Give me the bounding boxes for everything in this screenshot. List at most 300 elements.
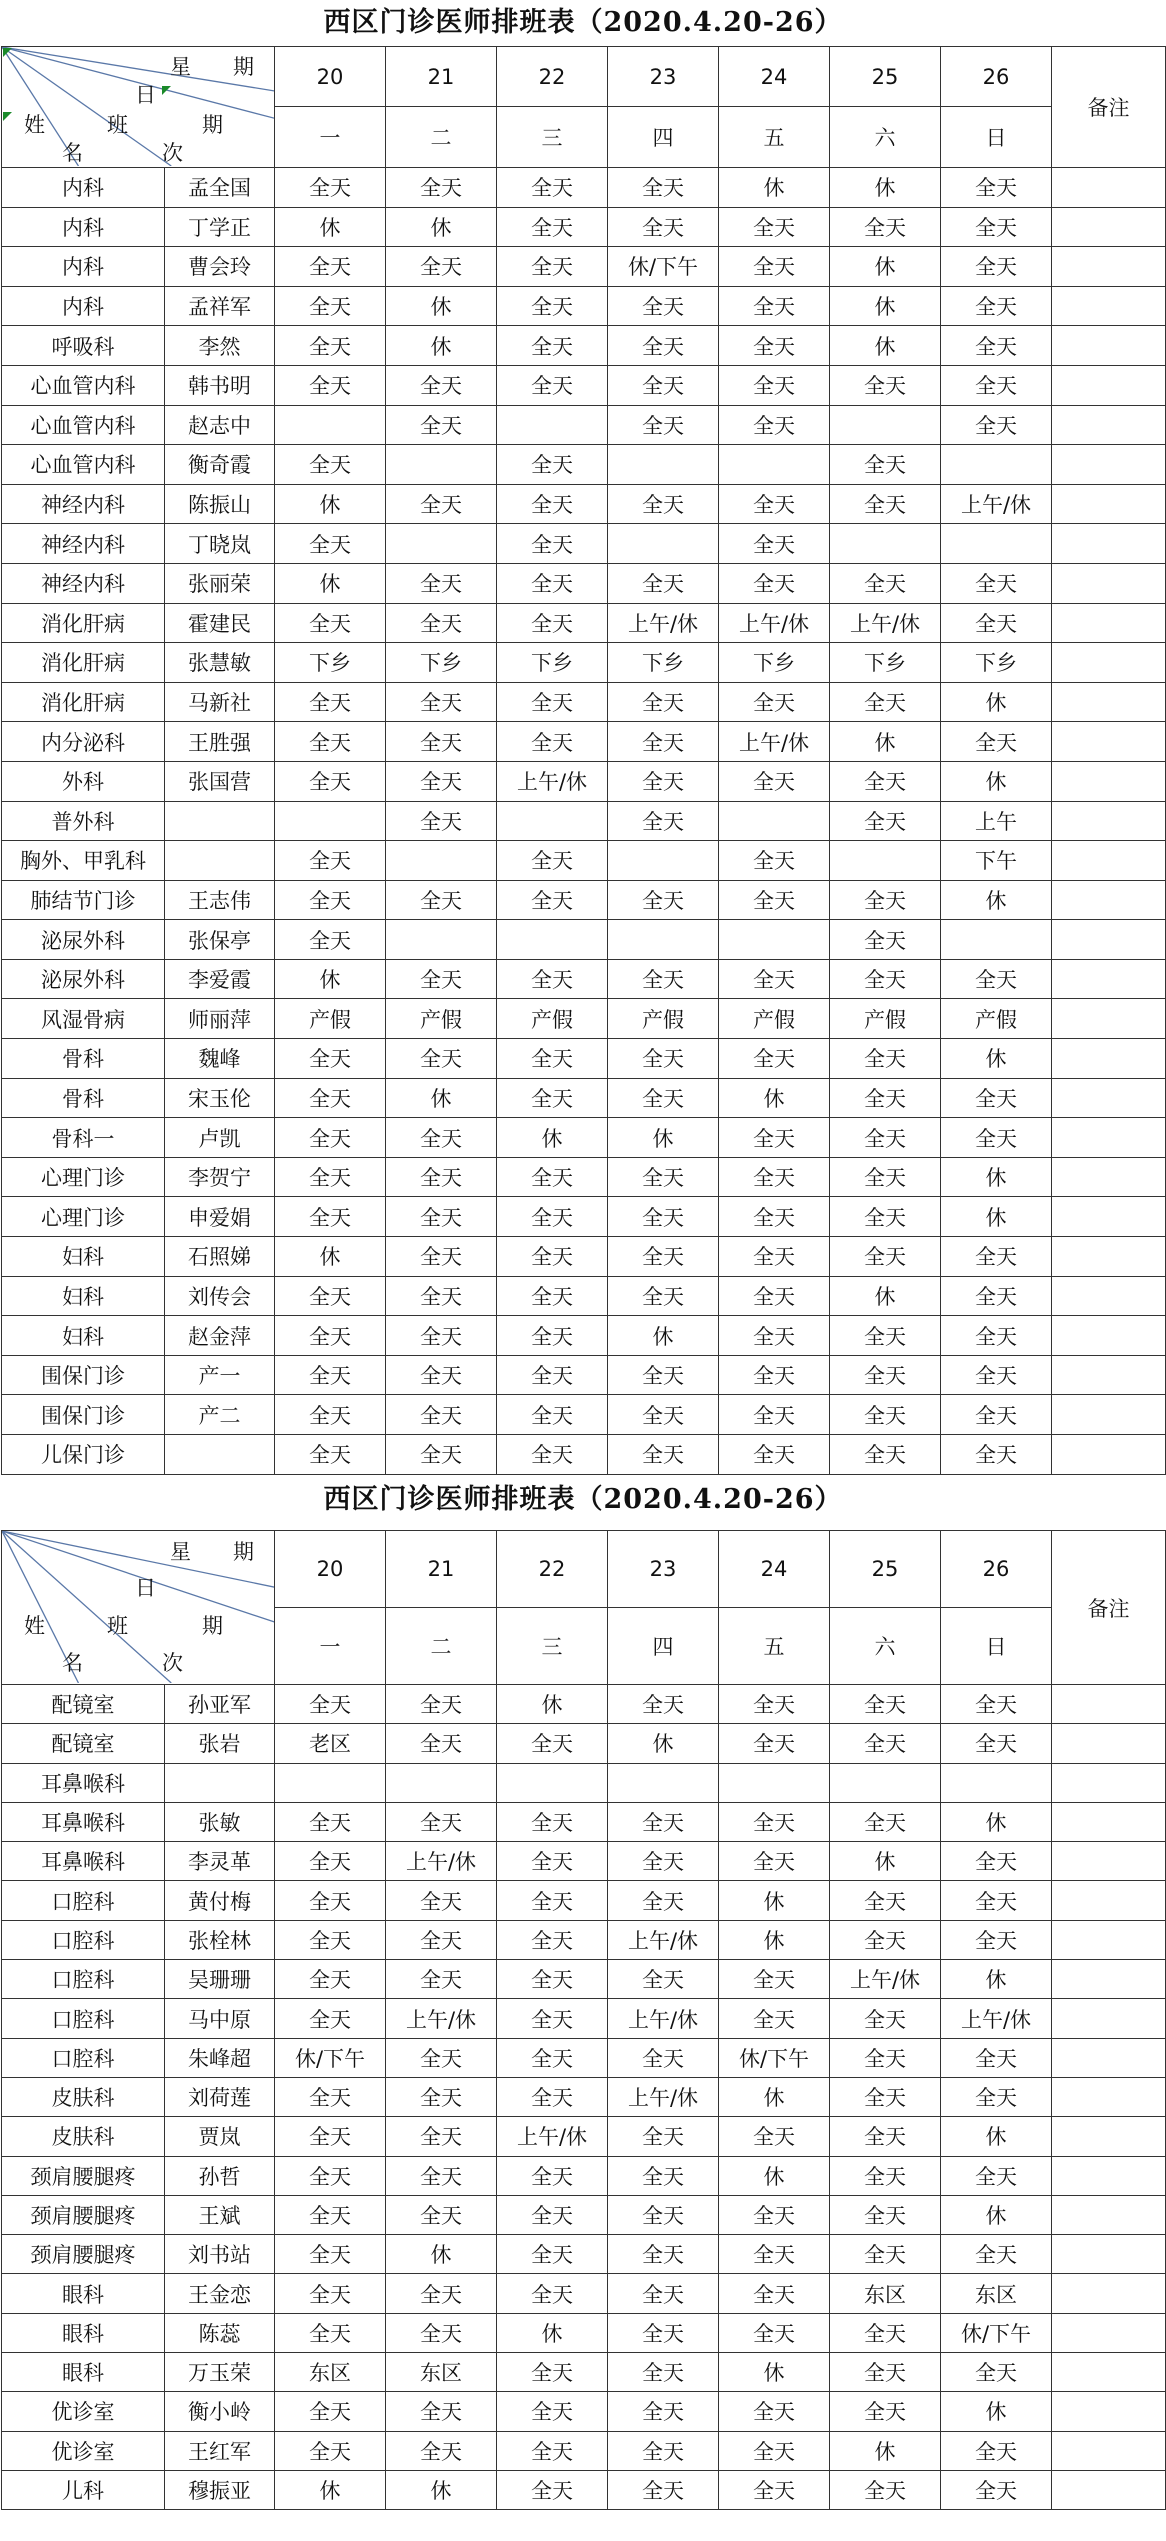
shift-cell: 休 — [719, 1881, 830, 1920]
shift-cell: 全天 — [719, 484, 830, 524]
shift-cell: 休 — [275, 1237, 386, 1277]
shift-cell: 全天 — [386, 2274, 497, 2313]
table-row — [2, 1435, 1166, 1475]
shift-cell: 全天 — [719, 524, 830, 564]
shift-cell: 休 — [386, 1078, 497, 1118]
shift-cell: 全天 — [941, 2431, 1052, 2470]
shift-cell: 全天 — [275, 2117, 386, 2156]
shift-cell — [719, 920, 830, 960]
remark-cell — [1052, 722, 1166, 762]
shift-cell: 休 — [497, 1118, 608, 1158]
shift-cell: 全天 — [497, 682, 608, 722]
department-cell: 颈肩腰腿疼 — [2, 2195, 165, 2234]
remark-cell — [1052, 999, 1166, 1039]
table-row — [2, 2353, 1166, 2392]
shift-cell: 全天 — [719, 1802, 830, 1841]
remark-cell — [1052, 2392, 1166, 2431]
shift-cell: 全天 — [719, 1197, 830, 1237]
doctor-name-cell: 刘书站 — [165, 2235, 275, 2274]
shift-cell: 全天 — [275, 326, 386, 366]
shift-cell: 全天 — [275, 920, 386, 960]
shift-cell: 全天 — [830, 2235, 941, 2274]
shift-cell: 休 — [830, 168, 941, 208]
weekday-header: 二 — [386, 1608, 497, 1685]
department-cell: 口腔科 — [2, 1881, 165, 1920]
shift-cell: 全天 — [608, 405, 719, 445]
remark-cell — [1052, 2235, 1166, 2274]
shift-cell: 全天 — [941, 365, 1052, 405]
corner-label-day: 日 — [135, 1576, 156, 1601]
shift-cell: 全天 — [941, 1237, 1052, 1277]
corner-label-period: 期 — [202, 112, 223, 137]
corner-label-weekday: 星 期 — [170, 1539, 254, 1564]
table-row — [2, 1316, 1166, 1356]
shift-cell: 全天 — [941, 1920, 1052, 1959]
shift-cell: 全天 — [497, 1355, 608, 1395]
shift-cell: 产假 — [830, 999, 941, 1039]
department-cell: 口腔科 — [2, 1960, 165, 1999]
shift-cell: 产假 — [941, 999, 1052, 1039]
weekday-header: 三 — [497, 107, 608, 168]
sheet-title: 西区门诊医师排班表（2020.4.20-26） — [323, 1484, 843, 1515]
shift-cell: 全天 — [941, 2470, 1052, 2509]
shift-cell: 全天 — [830, 1157, 941, 1197]
date-header: 20 — [275, 47, 386, 107]
remark-cell — [1052, 1685, 1166, 1724]
shift-cell: 休 — [830, 286, 941, 326]
shift-cell: 全天 — [719, 365, 830, 405]
department-cell: 眼科 — [2, 2274, 165, 2313]
shift-cell: 休/下午 — [275, 2038, 386, 2077]
doctor-name-cell: 石照娣 — [165, 1237, 275, 1277]
shift-cell: 休 — [719, 168, 830, 208]
department-cell: 配镜室 — [2, 1724, 165, 1763]
shift-cell: 全天 — [830, 365, 941, 405]
cell-comment-marker — [3, 112, 12, 121]
shift-cell: 休 — [275, 2470, 386, 2509]
shift-cell: 全天 — [497, 286, 608, 326]
date-header: 24 — [719, 1531, 830, 1608]
shift-cell: 全天 — [830, 1118, 941, 1158]
table-row — [2, 1999, 1166, 2038]
shift-cell: 全天 — [719, 1960, 830, 1999]
shift-cell: 全天 — [608, 2195, 719, 2234]
shift-cell: 休 — [386, 326, 497, 366]
shift-cell — [497, 920, 608, 960]
shift-cell: 全天 — [275, 603, 386, 643]
shift-cell: 全天 — [497, 2195, 608, 2234]
table-row — [2, 603, 1166, 643]
remark-cell — [1052, 2117, 1166, 2156]
shift-cell: 全天 — [497, 563, 608, 603]
remark-cell — [1052, 1999, 1166, 2038]
shift-cell: 休 — [386, 207, 497, 247]
remark-cell — [1052, 2353, 1166, 2392]
shift-cell: 全天 — [608, 761, 719, 801]
shift-cell: 全天 — [386, 959, 497, 999]
shift-cell: 全天 — [830, 1078, 941, 1118]
remark-cell — [1052, 1881, 1166, 1920]
department-cell: 神经内科 — [2, 524, 165, 564]
shift-cell: 全天 — [497, 603, 608, 643]
shift-cell: 全天 — [719, 2195, 830, 2234]
cell-comment-marker — [3, 48, 12, 57]
shift-cell — [608, 445, 719, 485]
remark-cell — [1052, 1316, 1166, 1356]
date-header: 22 — [497, 1531, 608, 1608]
department-cell: 颈肩腰腿疼 — [2, 2156, 165, 2195]
doctor-name-cell: 穆振亚 — [165, 2470, 275, 2509]
shift-cell: 上午/休 — [830, 603, 941, 643]
shift-cell: 全天 — [719, 405, 830, 445]
shift-cell: 全天 — [497, 1276, 608, 1316]
shift-cell: 休 — [719, 2077, 830, 2116]
shift-cell: 上午/休 — [719, 722, 830, 762]
shift-cell: 全天 — [275, 524, 386, 564]
shift-cell: 全天 — [386, 405, 497, 445]
shift-cell: 全天 — [497, 247, 608, 287]
department-cell: 耳鼻喉科 — [2, 1763, 165, 1802]
shift-cell: 全天 — [386, 880, 497, 920]
shift-cell: 全天 — [386, 1802, 497, 1841]
department-cell: 风湿骨病 — [2, 999, 165, 1039]
shift-cell: 上午/休 — [386, 1842, 497, 1881]
department-cell: 消化肝病 — [2, 603, 165, 643]
shift-cell: 休 — [941, 682, 1052, 722]
shift-cell: 全天 — [386, 1395, 497, 1435]
doctor-name-cell — [165, 1763, 275, 1802]
remark-cell — [1052, 326, 1166, 366]
date-header: 22 — [497, 47, 608, 107]
shift-cell: 上午/休 — [941, 1999, 1052, 2038]
remark-cell — [1052, 563, 1166, 603]
shift-cell: 休 — [830, 247, 941, 287]
shift-cell: 全天 — [275, 1078, 386, 1118]
remark-cell — [1052, 484, 1166, 524]
shift-cell: 全天 — [719, 2431, 830, 2470]
table-row — [2, 1763, 1166, 1802]
shift-cell — [608, 524, 719, 564]
table-row — [2, 2117, 1166, 2156]
table-row — [2, 1276, 1166, 1316]
remark-cell — [1052, 168, 1166, 208]
department-cell: 神经内科 — [2, 563, 165, 603]
table-row — [2, 1842, 1166, 1881]
shift-cell: 全天 — [719, 1118, 830, 1158]
department-cell: 围保门诊 — [2, 1395, 165, 1435]
shift-cell: 全天 — [386, 247, 497, 287]
shift-cell: 休 — [830, 1276, 941, 1316]
shift-cell: 全天 — [941, 1881, 1052, 1920]
shift-cell: 全天 — [497, 1920, 608, 1959]
shift-cell: 休 — [386, 2235, 497, 2274]
table-row — [2, 682, 1166, 722]
shift-cell: 全天 — [497, 1960, 608, 1999]
shift-cell: 全天 — [497, 1724, 608, 1763]
doctor-name-cell — [165, 801, 275, 841]
shift-cell: 全天 — [830, 682, 941, 722]
remark-cell — [1052, 1763, 1166, 1802]
shift-cell: 全天 — [830, 1724, 941, 1763]
department-cell: 心血管内科 — [2, 405, 165, 445]
shift-cell: 休 — [719, 1920, 830, 1959]
table-row — [2, 405, 1166, 445]
department-cell: 皮肤科 — [2, 2077, 165, 2116]
table-row — [2, 1157, 1166, 1197]
department-cell: 神经内科 — [2, 484, 165, 524]
table-row — [2, 1960, 1166, 1999]
shift-cell: 全天 — [941, 326, 1052, 366]
remark-cell — [1052, 761, 1166, 801]
shift-cell: 全天 — [941, 405, 1052, 445]
doctor-name-cell: 申爱娟 — [165, 1197, 275, 1237]
department-cell: 心血管内科 — [2, 445, 165, 485]
shift-cell: 全天 — [608, 484, 719, 524]
doctor-name-cell: 张保亭 — [165, 920, 275, 960]
doctor-name-cell: 李爱霞 — [165, 959, 275, 999]
shift-cell: 全天 — [830, 2038, 941, 2077]
shift-cell: 全天 — [719, 247, 830, 287]
shift-cell: 休/下午 — [608, 247, 719, 287]
doctor-name-cell: 霍建民 — [165, 603, 275, 643]
shift-cell: 上午/休 — [608, 1920, 719, 1959]
shift-cell: 全天 — [386, 1197, 497, 1237]
shift-cell — [386, 524, 497, 564]
shift-cell: 全天 — [719, 841, 830, 881]
remark-cell — [1052, 2470, 1166, 2509]
shift-cell: 全天 — [608, 801, 719, 841]
shift-cell: 全天 — [275, 1999, 386, 2038]
department-cell: 口腔科 — [2, 1920, 165, 1959]
corner-label-shift: 班 — [107, 112, 128, 137]
shift-cell: 全天 — [608, 2156, 719, 2195]
shift-cell: 全天 — [719, 286, 830, 326]
shift-cell: 全天 — [497, 524, 608, 564]
weekday-header: 一 — [275, 107, 386, 168]
department-cell: 口腔科 — [2, 1999, 165, 2038]
doctor-name-cell: 卢凯 — [165, 1118, 275, 1158]
department-cell: 内科 — [2, 286, 165, 326]
remark-cell — [1052, 524, 1166, 564]
table-row — [2, 920, 1166, 960]
shift-cell: 休/下午 — [719, 2038, 830, 2077]
shift-cell: 全天 — [386, 2195, 497, 2234]
remark-cell — [1052, 1435, 1166, 1475]
shift-cell: 全天 — [608, 1685, 719, 1724]
shift-cell — [719, 445, 830, 485]
shift-cell: 全天 — [275, 2274, 386, 2313]
shift-cell: 全天 — [386, 1724, 497, 1763]
table-row — [2, 1039, 1166, 1079]
department-cell: 内科 — [2, 168, 165, 208]
shift-cell: 全天 — [608, 2038, 719, 2077]
weekday-header: 日 — [941, 1608, 1052, 1685]
shift-cell: 全天 — [386, 2156, 497, 2195]
doctor-name-cell: 陈蕊 — [165, 2313, 275, 2352]
doctor-name-cell: 刘传会 — [165, 1276, 275, 1316]
schedule-body — [2, 47, 1166, 1475]
shift-cell: 全天 — [275, 1920, 386, 1959]
date-header: 26 — [941, 47, 1052, 107]
department-cell: 眼科 — [2, 2313, 165, 2352]
remark-cell — [1052, 920, 1166, 960]
shift-cell: 全天 — [275, 445, 386, 485]
date-header: 25 — [830, 1531, 941, 1608]
shift-cell: 全天 — [608, 1881, 719, 1920]
shift-cell: 全天 — [719, 2392, 830, 2431]
table-row — [2, 643, 1166, 683]
department-cell: 耳鼻喉科 — [2, 1842, 165, 1881]
shift-cell: 下乡 — [941, 643, 1052, 683]
table-row — [2, 2274, 1166, 2313]
corner-header-cell — [2, 47, 275, 168]
table-row — [2, 168, 1166, 208]
shift-cell: 休 — [497, 1685, 608, 1724]
shift-cell: 全天 — [386, 2117, 497, 2156]
shift-cell: 全天 — [941, 722, 1052, 762]
doctor-name-cell: 魏峰 — [165, 1039, 275, 1079]
shift-cell: 全天 — [386, 1881, 497, 1920]
remark-cell — [1052, 207, 1166, 247]
shift-cell — [830, 841, 941, 881]
doctor-name-cell: 韩书明 — [165, 365, 275, 405]
department-cell: 骨科一 — [2, 1118, 165, 1158]
table-row — [2, 484, 1166, 524]
department-cell: 泌尿外科 — [2, 920, 165, 960]
shift-cell: 全天 — [719, 2313, 830, 2352]
shift-cell: 全天 — [497, 207, 608, 247]
shift-cell — [386, 841, 497, 881]
shift-cell: 全天 — [497, 1157, 608, 1197]
shift-cell: 全天 — [830, 1920, 941, 1959]
doctor-name-cell: 马中原 — [165, 1999, 275, 2038]
shift-cell: 全天 — [608, 2431, 719, 2470]
shift-cell: 全天 — [719, 2117, 830, 2156]
shift-cell: 全天 — [275, 2077, 386, 2116]
shift-cell: 全天 — [830, 1435, 941, 1475]
shift-cell: 全天 — [275, 1802, 386, 1841]
shift-cell: 全天 — [830, 1881, 941, 1920]
shift-cell: 全天 — [386, 801, 497, 841]
weekday-header: 二 — [386, 107, 497, 168]
department-cell: 妇科 — [2, 1276, 165, 1316]
shift-cell: 全天 — [275, 841, 386, 881]
corner-label-weekday: 星 期 — [170, 54, 254, 79]
remark-cell — [1052, 2077, 1166, 2116]
shift-cell: 产假 — [608, 999, 719, 1039]
doctor-name-cell: 吴珊珊 — [165, 1960, 275, 1999]
doctor-name-cell: 丁晓岚 — [165, 524, 275, 564]
shift-cell: 全天 — [386, 1237, 497, 1277]
shift-cell — [275, 1763, 386, 1802]
shift-cell: 全天 — [941, 603, 1052, 643]
shift-cell: 全天 — [719, 1724, 830, 1763]
shift-cell: 全天 — [497, 1802, 608, 1841]
shift-cell: 全天 — [608, 2392, 719, 2431]
schedule-table — [1, 46, 1166, 1475]
shift-cell: 全天 — [719, 1355, 830, 1395]
shift-cell: 全天 — [719, 1999, 830, 2038]
remark-cell — [1052, 643, 1166, 683]
shift-cell: 全天 — [941, 2077, 1052, 2116]
department-cell: 泌尿外科 — [2, 959, 165, 999]
shift-cell: 全天 — [275, 1685, 386, 1724]
shift-cell — [830, 524, 941, 564]
shift-cell: 全天 — [497, 2470, 608, 2509]
shift-cell: 全天 — [719, 1276, 830, 1316]
department-cell: 儿保门诊 — [2, 1435, 165, 1475]
remark-cell — [1052, 1802, 1166, 1841]
remark-cell — [1052, 603, 1166, 643]
shift-cell: 全天 — [941, 1842, 1052, 1881]
corner-label-period: 期 — [202, 1614, 223, 1639]
shift-cell: 下午 — [941, 841, 1052, 881]
shift-cell: 上午/休 — [941, 484, 1052, 524]
shift-cell: 全天 — [719, 2235, 830, 2274]
shift-cell: 休 — [941, 1960, 1052, 1999]
remark-cell — [1052, 1842, 1166, 1881]
weekday-header: 四 — [608, 107, 719, 168]
doctor-name-cell: 万玉荣 — [165, 2353, 275, 2392]
shift-cell: 全天 — [830, 2353, 941, 2392]
shift-cell: 全天 — [941, 168, 1052, 208]
shift-cell: 全天 — [386, 2077, 497, 2116]
shift-cell: 全天 — [275, 1157, 386, 1197]
doctor-name-cell: 王红军 — [165, 2431, 275, 2470]
shift-cell: 全天 — [719, 563, 830, 603]
shift-cell: 休 — [386, 286, 497, 326]
remark-cell — [1052, 1078, 1166, 1118]
remark-cell — [1052, 405, 1166, 445]
department-cell: 口腔科 — [2, 2038, 165, 2077]
shift-cell: 全天 — [386, 484, 497, 524]
table-row — [2, 2077, 1166, 2116]
department-cell: 消化肝病 — [2, 643, 165, 683]
remark-cell — [1052, 1118, 1166, 1158]
corner-label-surname: 姓 — [24, 112, 45, 137]
table-row — [2, 247, 1166, 287]
table-row — [2, 207, 1166, 247]
shift-cell: 全天 — [386, 722, 497, 762]
table-row — [2, 722, 1166, 762]
table-row — [2, 563, 1166, 603]
shift-cell: 全天 — [608, 1237, 719, 1277]
table-row — [2, 1355, 1166, 1395]
shift-cell: 下乡 — [275, 643, 386, 683]
shift-cell: 全天 — [941, 2235, 1052, 2274]
table-row — [2, 801, 1166, 841]
shift-cell: 全天 — [275, 1118, 386, 1158]
shift-cell: 上午 — [941, 801, 1052, 841]
shift-cell: 上午/休 — [608, 2077, 719, 2116]
weekday-header: 三 — [497, 1608, 608, 1685]
doctor-name-cell: 张国营 — [165, 761, 275, 801]
table-row — [2, 1802, 1166, 1841]
shift-cell: 东区 — [941, 2274, 1052, 2313]
shift-cell: 全天 — [719, 1435, 830, 1475]
shift-cell: 全天 — [386, 1276, 497, 1316]
shift-cell: 全天 — [941, 2038, 1052, 2077]
shift-cell: 休 — [275, 959, 386, 999]
shift-cell: 全天 — [608, 1157, 719, 1197]
shift-cell: 全天 — [497, 365, 608, 405]
shift-cell: 全天 — [941, 1118, 1052, 1158]
date-header: 23 — [608, 1531, 719, 1608]
table-row — [2, 1724, 1166, 1763]
shift-cell: 全天 — [608, 1435, 719, 1475]
shift-cell: 全天 — [719, 1395, 830, 1435]
shift-cell: 休 — [275, 484, 386, 524]
